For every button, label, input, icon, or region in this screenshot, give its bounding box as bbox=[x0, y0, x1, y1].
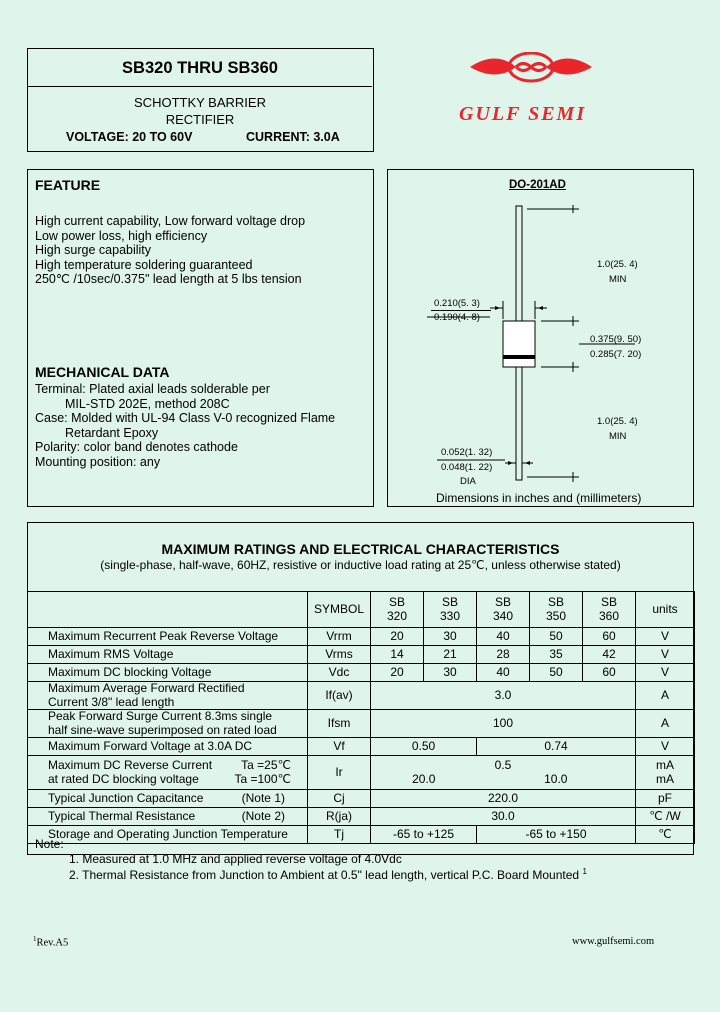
units-header: units bbox=[636, 592, 695, 628]
col-header: SB 330 bbox=[424, 592, 477, 628]
ratings-table bbox=[27, 591, 695, 844]
list-item: 250℃ /10sec/0.375" lead length at 5 lbs tension bbox=[35, 272, 302, 287]
table-row: Maximum DC Reverse Current Ta =25℃ at rated DC blocking voltage Ta =100℃ Ir 0.5 20.0 10.0 mA mA bbox=[28, 756, 695, 790]
dim-lead-top-min: MIN bbox=[609, 274, 627, 285]
website-link[interactable]: www.gulfsemi.com bbox=[572, 936, 655, 947]
dim-lead-top: 1.0(25. 4) bbox=[597, 259, 638, 270]
list-item: Case: Molded with UL-94 Class V-0 recognized Flame bbox=[35, 411, 336, 426]
gulf-semi-logo-icon bbox=[466, 52, 596, 102]
dim-body-len-max: 0.375(9. 50) bbox=[590, 334, 642, 345]
list-item: Mounting position: any bbox=[35, 454, 161, 469]
dim-lead-bot: 1.0(25. 4) bbox=[597, 416, 638, 427]
revision: $^1$Rev.A5 bbox=[33, 935, 69, 949]
feature-list bbox=[35, 214, 305, 287]
list-item: High temperature soldering guaranteed bbox=[35, 257, 253, 272]
table-row: Typical Junction Capacitance (Note 1) Cj 220.0 pF bbox=[28, 790, 695, 808]
package-drawing bbox=[387, 169, 694, 507]
list-item: Polarity: color band denotes cathode bbox=[35, 440, 238, 455]
package-name: DO-201AD bbox=[509, 179, 566, 191]
dim-fraction-line bbox=[431, 310, 491, 311]
list-item: High surge capability bbox=[35, 243, 152, 258]
table-row: Maximum Recurrent Peak Reverse Voltage Vrrm 20 30 40 50 60 V bbox=[28, 628, 695, 646]
table-row: Maximum Forward Voltage at 3.0A DC Vf 0.50 0.74 V bbox=[28, 738, 695, 756]
col-header: SB 350 bbox=[530, 592, 583, 628]
header-divider bbox=[28, 86, 372, 87]
dim-lead-dia-label: DIA bbox=[460, 476, 476, 487]
ratings-subtitle: (single-phase, half-wave, 60HZ, resistive or inductive load rating at 25℃, unless otherwise stated) bbox=[100, 558, 621, 572]
note-1: 1. Measured at 1.0 MHz and applied reverse voltage of 4.0Vdc bbox=[69, 852, 402, 866]
current-rating: CURRENT: 3.0A bbox=[246, 130, 340, 144]
list-item: Terminal: Plated axial leads solderable per bbox=[35, 382, 270, 396]
dim-body-dia-min: 0.190(4. 8) bbox=[434, 312, 480, 323]
label-header bbox=[28, 592, 308, 628]
table-row: Peak Forward Surge Current 8.3ms single half sine-wave superimposed on rated load Ifsm 100 A bbox=[28, 710, 695, 738]
dim-lead-dia-max: 0.052(1. 32) bbox=[441, 447, 493, 458]
part-range: SB320 THRU SB360 bbox=[122, 59, 278, 77]
table-row: Typical Thermal Resistance (Note 2) R(ja) 30.0 ℃ /W bbox=[28, 808, 695, 826]
list-item: MIL-STD 202E, method 208C bbox=[65, 396, 230, 411]
notes-title: Note: bbox=[35, 837, 64, 851]
cathode-band bbox=[503, 355, 535, 359]
table-row: Maximum DC blocking Voltage Vdc 20 30 40 50 60 V bbox=[28, 664, 695, 682]
mechanical-list bbox=[35, 382, 335, 470]
list-item: High current capability, Low forward voltage drop bbox=[35, 214, 306, 228]
dimensions-caption: Dimensions in inches and (millimeters) bbox=[436, 491, 642, 505]
dim-lead-bot-min: MIN bbox=[609, 431, 627, 442]
device-type-line1: SCHOTTKY BARRIER bbox=[134, 95, 266, 110]
list-item: Low power loss, high efficiency bbox=[35, 228, 208, 243]
ratings-title: MAXIMUM RATINGS AND ELECTRICAL CHARACTERISTICS bbox=[161, 541, 560, 557]
device-type-line2: RECTIFIER bbox=[165, 112, 235, 127]
voltage-rating: VOLTAGE: 20 TO 60V bbox=[66, 130, 193, 144]
symbol-header: SYMBOL bbox=[308, 592, 371, 628]
feature-title: FEATURE bbox=[35, 177, 101, 193]
logo-text: GULF SEMI bbox=[459, 103, 587, 125]
dim-lead-dia-min: 0.048(1. 22) bbox=[441, 462, 493, 473]
note-2: 2. Thermal Resistance from Junction to Ambient at 0.5" lead length, vertical P.C. Board Mounted $^1$ bbox=[69, 867, 587, 882]
header-box bbox=[27, 48, 374, 152]
dim-body-dia-max: 0.210(5. 3) bbox=[434, 298, 480, 309]
col-header: SB 340 bbox=[477, 592, 530, 628]
table-row: Maximum Average Forward Rectified Current 3/8" lead length If(av) 3.0 A bbox=[28, 682, 695, 710]
mechanical-title: MECHANICAL DATA bbox=[35, 364, 170, 380]
col-header: SB 320 bbox=[371, 592, 424, 628]
dim-body-len-min: 0.285(7. 20) bbox=[590, 349, 642, 360]
table-row: Storage and Operating Junction Temperature Tj -65 to +125 -65 to +150 ℃ bbox=[28, 826, 695, 844]
list-item: Retardant Epoxy bbox=[65, 425, 159, 440]
col-header: SB 360 bbox=[583, 592, 636, 628]
table-row: Maximum RMS Voltage Vrms 14 21 28 35 42 V bbox=[28, 646, 695, 664]
table-header-row bbox=[28, 592, 695, 628]
